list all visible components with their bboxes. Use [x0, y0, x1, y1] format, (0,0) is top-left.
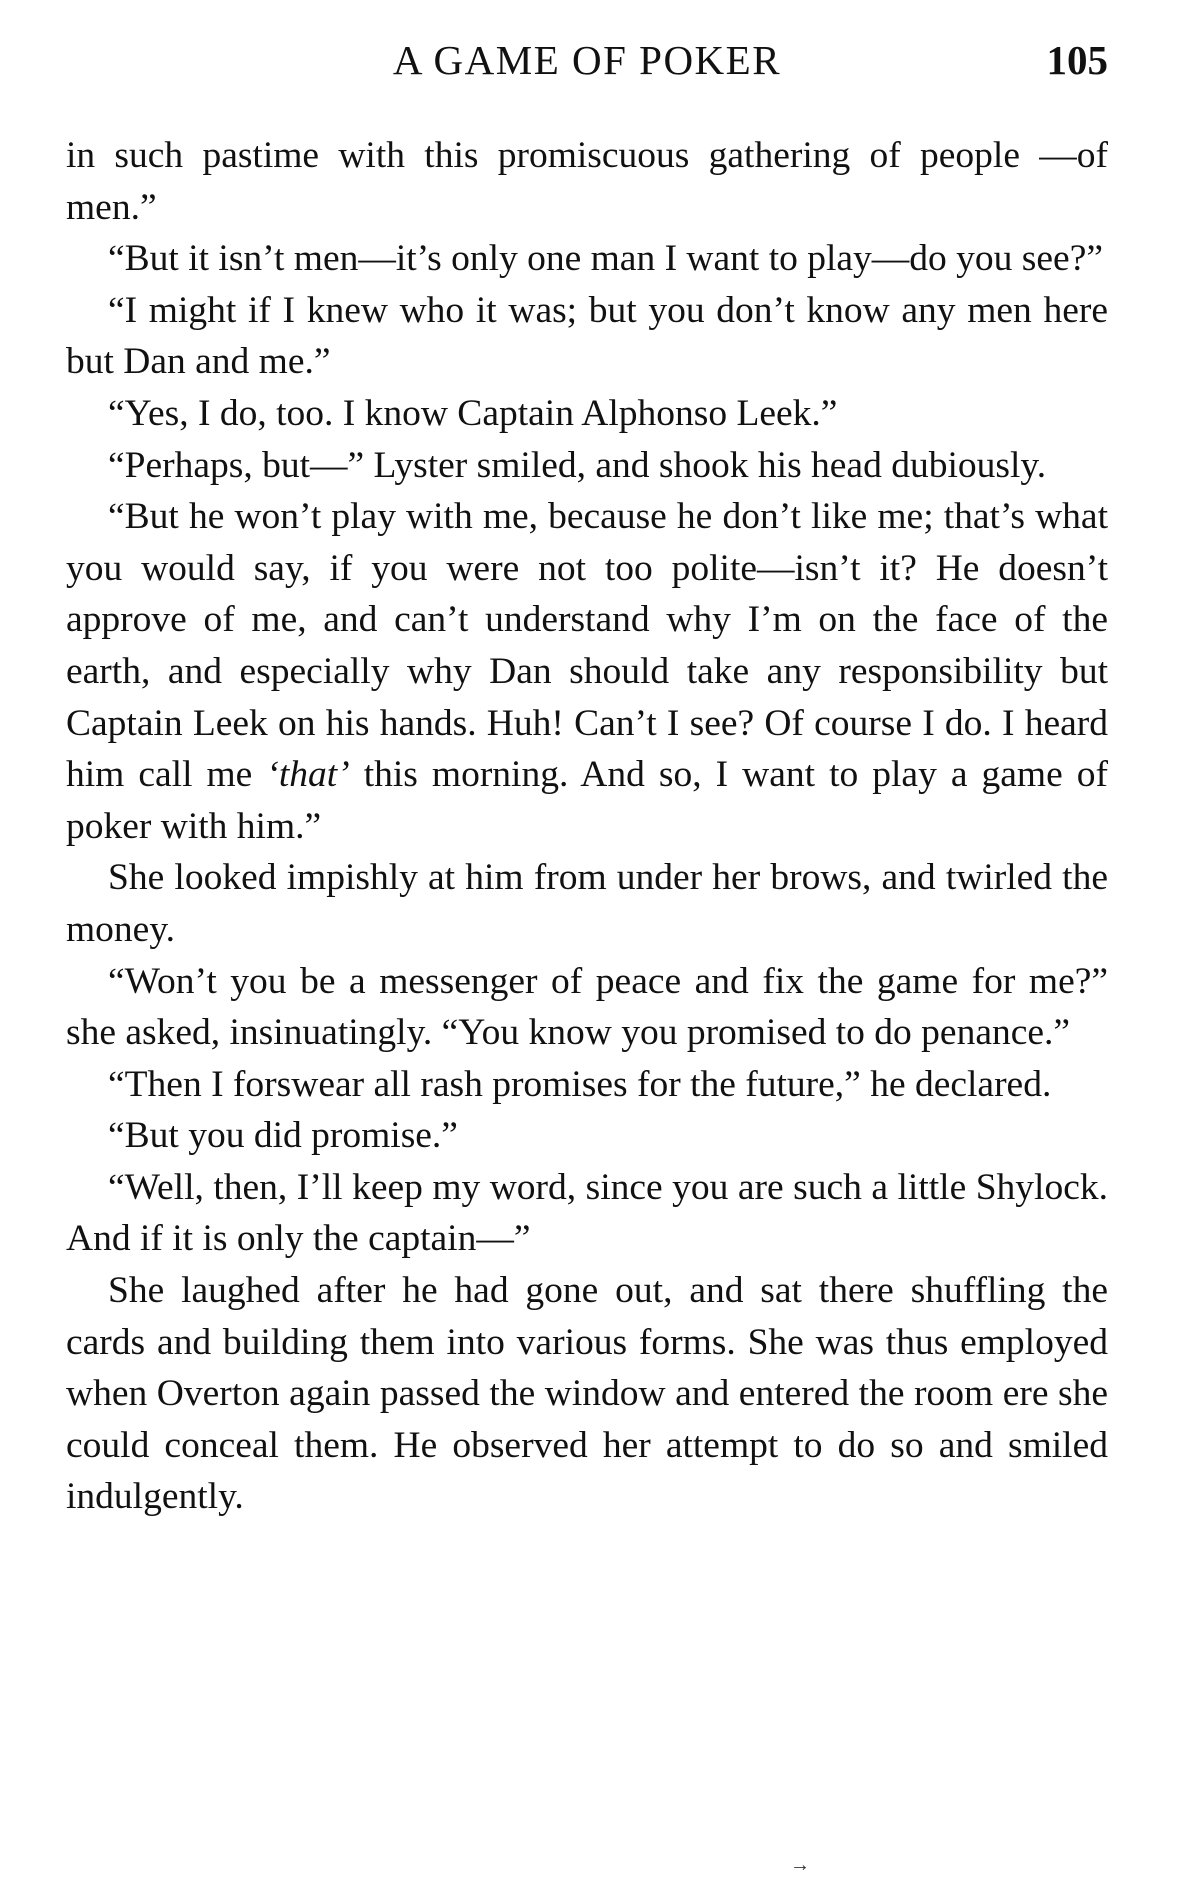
paragraph: “Won’t you be a messenger of peace and fix the game for me?” she asked, insinuatingly. “You know you promised to do penance.” [66, 960, 1108, 1054]
emphasized-word: ‘that’ [266, 754, 350, 796]
paragraph: She laughed after he had gone out, and sat there shuffling the cards and building them into various forms. She was thus employed when Overton again passed the window and entered the room ere she could conceal them. He observed her attempt to do so and smiled indulgently. [66, 1270, 1108, 1518]
running-title: A GAME OF POKER [392, 37, 782, 83]
print-speck: → [790, 1854, 810, 1876]
paragraph: “But it isn’t men—it’s only one man I want to play—do you see?” [108, 238, 1103, 280]
paragraph-text: “But he won’t play with me, because he don’t like me; that’s what you would say, if you were not too polite—isn’t it? He doesn’t approve of me, and can’t understand why I’m on the face of the earth, and especially why Dan should take any responsibility but Captain Leek on his hands. Huh! Can’t I see? Of course I do. I heard him call me [66, 496, 1108, 796]
paragraph: “I might if I knew who it was; but you don’t know any men here but Dan and me.” [66, 289, 1108, 383]
page-number: 105 [1046, 37, 1108, 83]
paragraph: “Perhaps, but—” Lyster smiled, and shook his head dubiously. [108, 444, 1047, 486]
paragraph: in such pastime with this promiscuous gathering of people —of men.” [66, 135, 1108, 228]
paragraph [66, 491, 1108, 852]
running-head [66, 36, 1108, 96]
paragraph: “Yes, I do, too. I know Captain Alphonso Leek.” [108, 392, 838, 434]
text-body [66, 130, 1108, 1523]
paragraph: “Then I forswear all rash promises for the future,” he declared. [108, 1063, 1052, 1105]
paragraph-text: this morning. And so, I want to play a game of poker with him.” [66, 754, 1108, 847]
paragraph: “But you did promise.” [108, 1115, 458, 1157]
paragraph: She looked impishly at him from under her brows, and twirled the money. [66, 857, 1108, 950]
paragraph: “Well, then, I’ll keep my word, since you are such a little Shylock. And if it is only the captain—” [66, 1166, 1108, 1260]
